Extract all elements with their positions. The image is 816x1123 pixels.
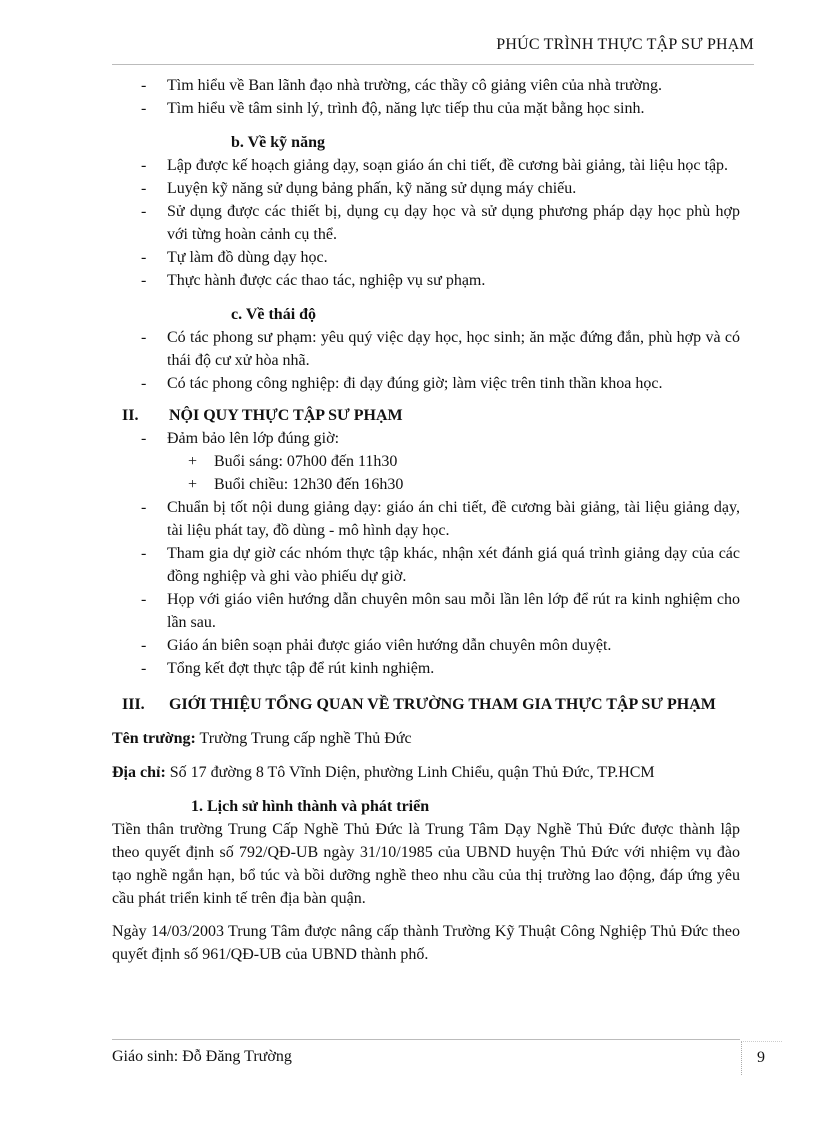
- school-address: Địa chỉ: Số 17 đường 8 Tô Vĩnh Diện, phường Linh Chiểu, quận Thủ Đức, TP.HCM: [112, 764, 655, 781]
- section-heading: II. NỘI QUY THỰC TẬP SƯ PHẠM: [122, 407, 403, 424]
- section-heading: III. GIỚI THIỆU TỔNG QUAN VỀ TRƯỜNG THAM GIA THỰC TẬP SƯ PHẠM: [122, 696, 716, 713]
- list-item: - Họp với giáo viên hướng dẫn chuyên môn sau mỗi lần lên lớp để rút ra kinh nghiệm cho lần sau.: [141, 591, 740, 631]
- list-item: - Tự làm đồ dùng dạy học.: [141, 249, 328, 266]
- sub-list-item: + Buổi chiều: 12h30 đến 16h30: [188, 476, 404, 493]
- page-number: 9: [757, 1049, 765, 1066]
- list-item: - Tìm hiểu về tâm sinh lý, trình độ, năng lực tiếp thu của mặt bằng học sinh.: [141, 100, 645, 117]
- list-item: - Lập được kế hoạch giảng dạy, soạn giáo án chi tiết, đề cương bài giảng, tài liệu học tập.: [141, 157, 729, 174]
- attitude-heading: c. Về thái độ: [231, 306, 317, 323]
- header-rule: [112, 64, 754, 65]
- footer-rule: [112, 1039, 740, 1040]
- history-heading: 1. Lịch sử hình thành và phát triển: [191, 798, 430, 815]
- paragraph: Tiền thân trường Trung Cấp Nghề Thủ Đức là Trung Tâm Dạy Nghề Thủ Đức được thành lập theo quyết định số 792/QĐ-UB ngày 31/10/1985 của UBND huyện Thủ Đức với nhiệm vụ đào tạo nghề ngắn hạn, bổ túc và bồi dưỡng nghề theo nhu cầu của thị trường lao động, đáp ứng yêu cầu phát triển kinh tế trên địa bàn quận.: [112, 821, 740, 907]
- list-item: - Đảm bảo lên lớp đúng giờ:: [141, 430, 340, 447]
- list-item: - Có tác phong công nghiệp: đi dạy đúng giờ; làm việc trên tinh thần khoa học.: [141, 375, 663, 392]
- list-item: - Tổng kết đợt thực tập để rút kinh nghiệm.: [141, 660, 435, 677]
- page-header: PHÚC TRÌNH THỰC TẬP SƯ PHẠM: [496, 36, 754, 53]
- skills-heading: b. Về kỹ năng: [231, 134, 325, 151]
- list-item: - Sử dụng được các thiết bị, dụng cụ dạy học và sử dụng phương pháp dạy học phù hợp với từng hoàn cảnh cụ thể.: [141, 203, 740, 243]
- school-name: Tên trường: Trường Trung cấp nghề Thủ Đức: [112, 730, 412, 747]
- page-content: [112, 74, 740, 966]
- list-item: - Giáo án biên soạn phải được giáo viên hướng dẫn chuyên môn duyệt.: [141, 637, 612, 654]
- list-item: - Thực hành được các thao tác, nghiệp vụ sư phạm.: [141, 272, 486, 289]
- list-item: - Chuẩn bị tốt nội dung giảng dạy: giáo án chi tiết, đề cương bài giảng, tài liệu giảng dạy, tài liệu phát tay, đồ dùng - mô hình dạy học.: [141, 499, 740, 539]
- list-item: - Tham gia dự giờ các nhóm thực tập khác, nhận xét đánh giá quá trình giảng dạy của các đồng nghiệp và ghi vào phiếu dự giờ.: [141, 545, 740, 585]
- footer-author: Giáo sinh: Đỗ Đăng Trường: [112, 1048, 292, 1065]
- list-item: - Luyện kỹ năng sử dụng bảng phấn, kỹ năng sử dụng máy chiếu.: [141, 180, 577, 197]
- list-item: - Tìm hiểu về Ban lãnh đạo nhà trường, các thầy cô giảng viên của nhà trường.: [141, 77, 662, 94]
- sub-list-item: + Buổi sáng: 07h00 đến 11h30: [188, 453, 398, 470]
- paragraph: Ngày 14/03/2003 Trung Tâm được nâng cấp thành Trường Kỹ Thuật Công Nghiệp Thủ Đức theo quyết định số 961/QĐ-UB của UBND thành phố.: [112, 923, 740, 963]
- list-item: - Có tác phong sư phạm: yêu quý việc dạy học, học sinh; ăn mặc đứng đắn, phù hợp và có thái độ cư xử hòa nhã.: [141, 329, 740, 369]
